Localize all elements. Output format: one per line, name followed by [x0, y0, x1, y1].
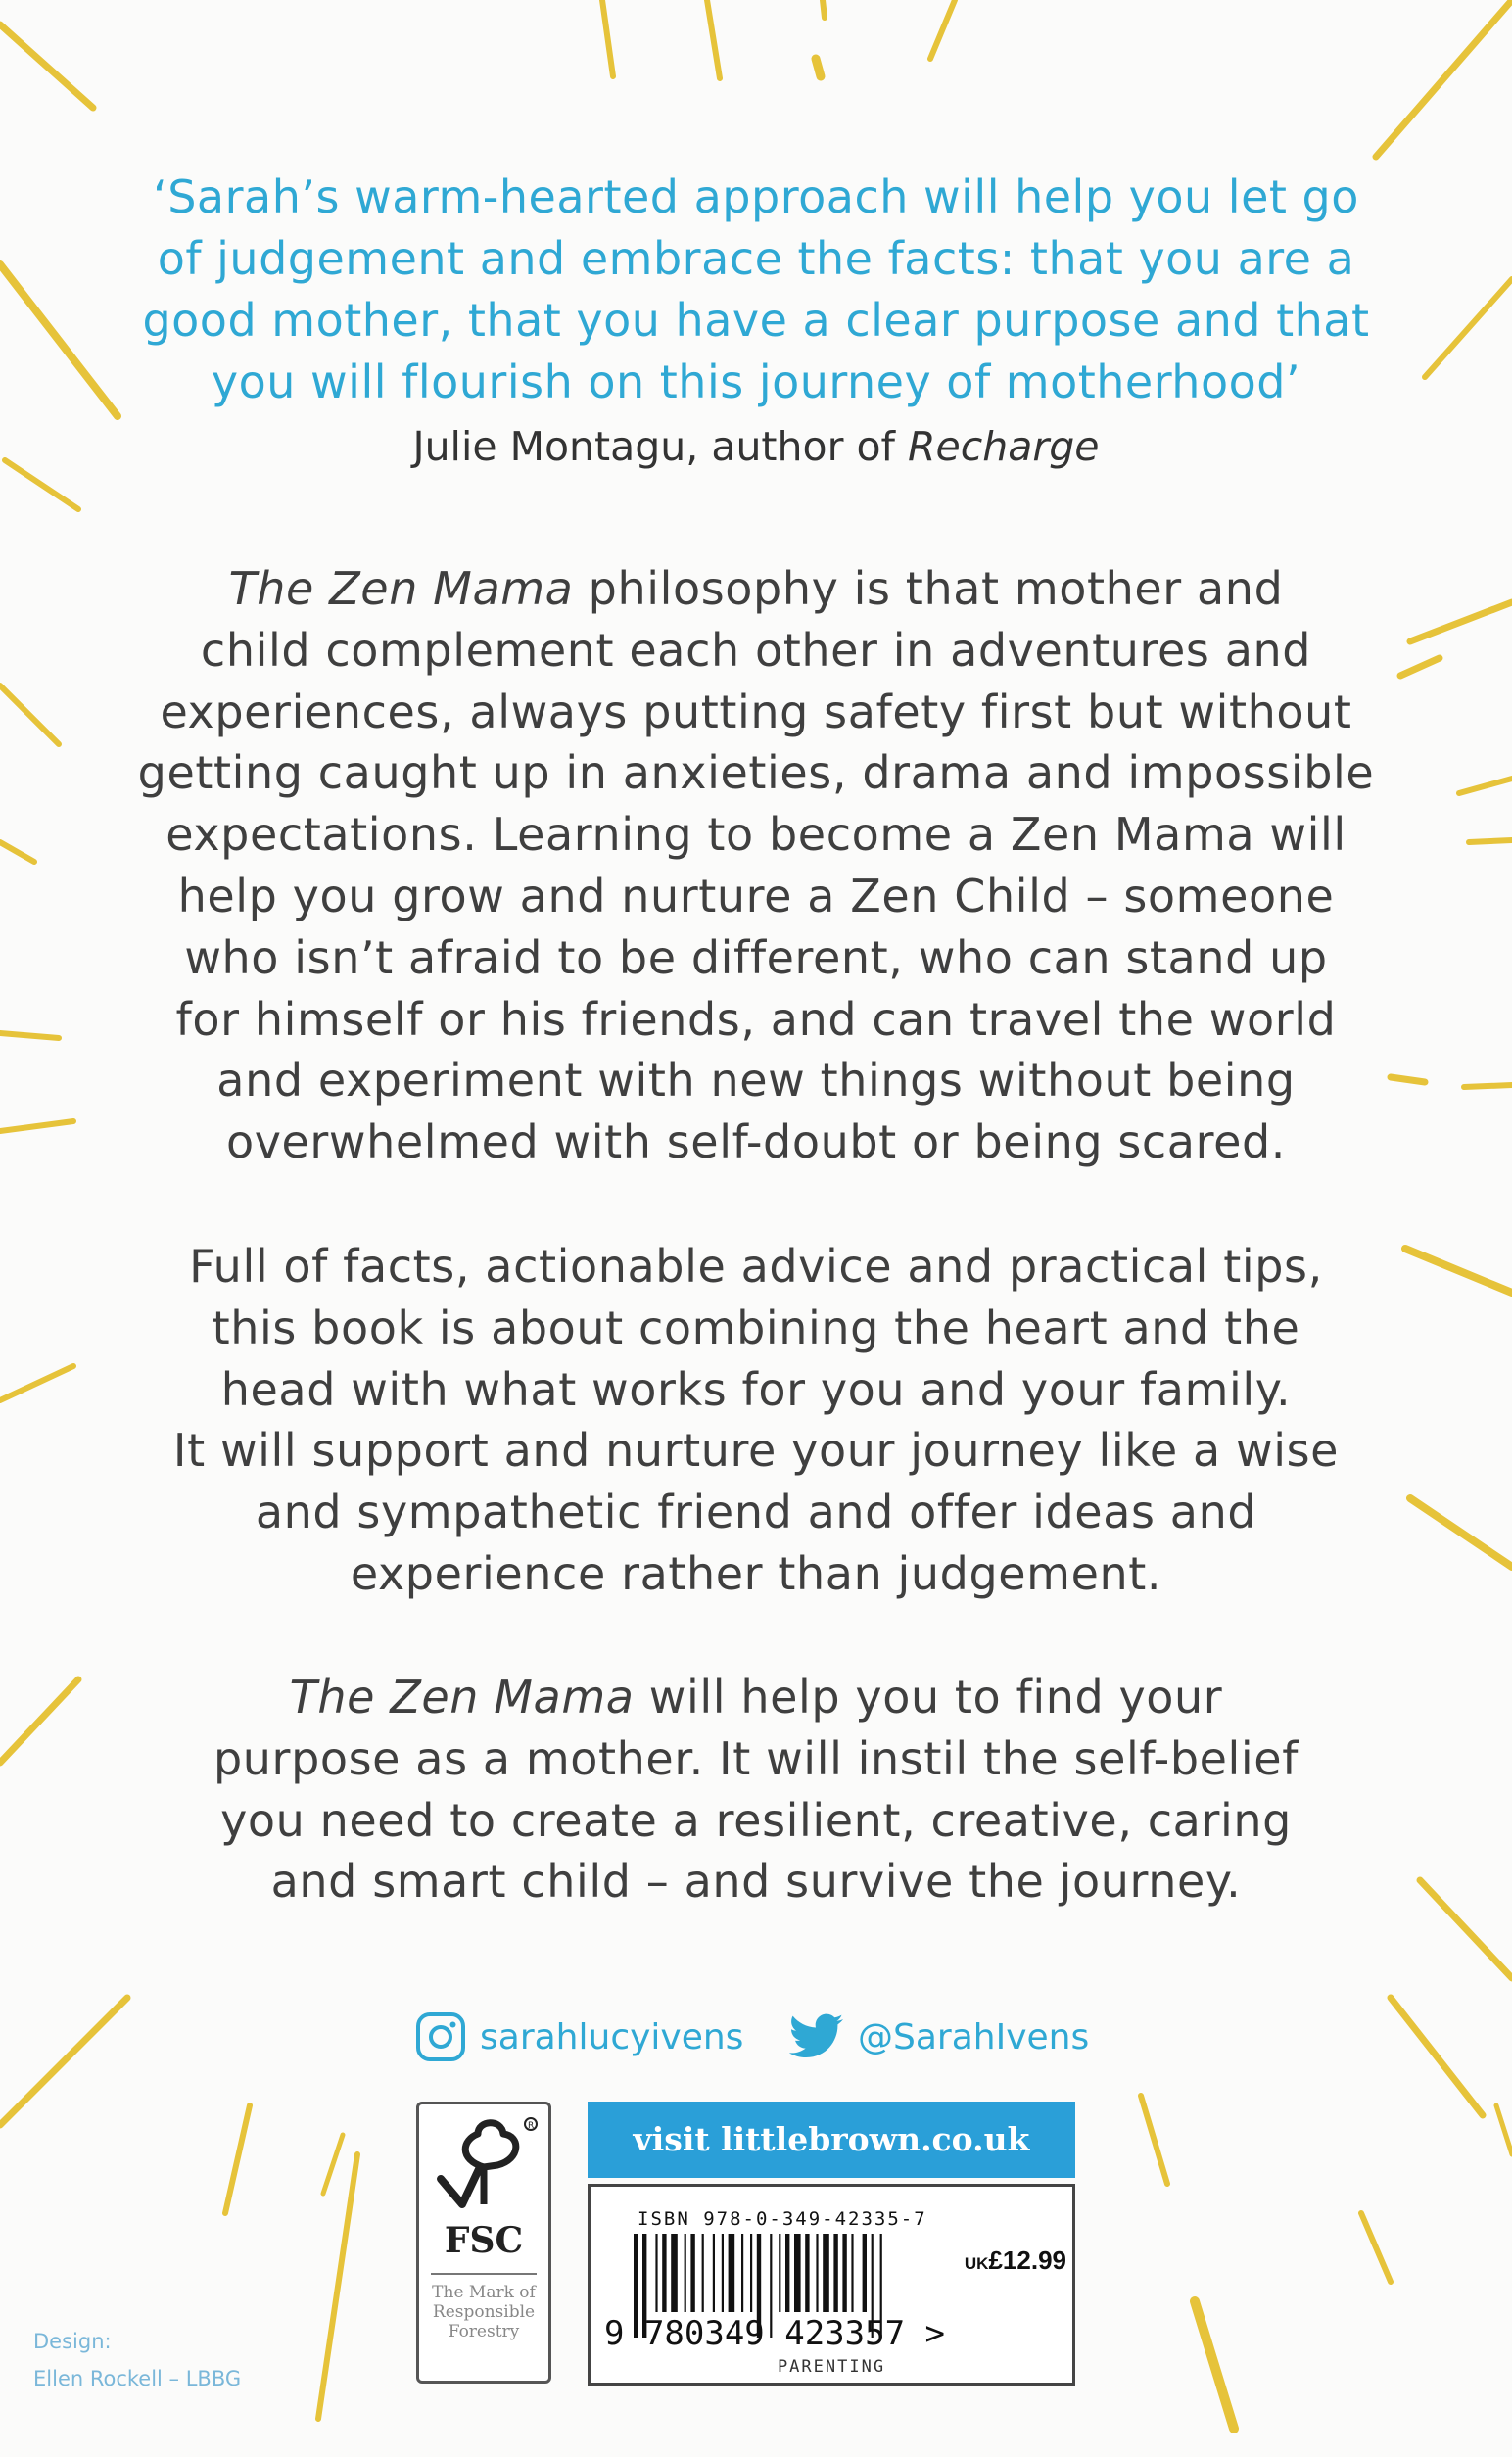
barcode-box — [588, 2184, 1075, 2386]
attribution-book-title: Recharge — [908, 423, 1100, 470]
paragraph-line: child complement each other in adventures and — [200, 623, 1312, 677]
paragraph-line: this book is about combining the heart and the — [212, 1300, 1300, 1354]
barcode-bar — [816, 2234, 818, 2312]
barcode-bar — [863, 2234, 867, 2312]
quote-attribution — [118, 419, 1394, 474]
barcode-bar — [729, 2234, 735, 2312]
sunburst-ray — [0, 1121, 73, 1131]
sunburst-ray — [930, 0, 955, 59]
barcode-bar — [702, 2234, 704, 2312]
isbn-label: ISBN 978-0-349-42335-7 — [638, 2208, 927, 2230]
paragraph-line: It will support and nurture your journey like a wise — [172, 1424, 1340, 1478]
instagram-handle: sarahlucyivens — [480, 2016, 744, 2057]
sunburst-ray — [1376, 0, 1512, 157]
sunburst-ray — [1361, 2213, 1391, 2282]
sunburst-ray — [0, 1366, 73, 1400]
sunburst-ray — [823, 0, 825, 18]
sunburst-ray — [1141, 2096, 1167, 2184]
barcode-bar — [823, 2234, 829, 2312]
twitter-handle: @SarahIvens — [858, 2016, 1090, 2057]
paragraph-line: Full of facts, actionable advice and practical tips, — [189, 1240, 1323, 1293]
paragraph-line: for himself or his friends, and can travel the world — [175, 992, 1337, 1046]
paragraph-line: who isn’t afraid to be different, who can stand up — [184, 930, 1328, 984]
sunburst-ray — [1391, 1077, 1425, 1082]
barcode-bar — [805, 2234, 809, 2312]
quote-line: of judgement and embrace the facts: that you are a — [157, 232, 1355, 285]
sunburst-ray — [1469, 840, 1512, 842]
price-region: UK — [964, 2254, 989, 2273]
paragraph-line: experience rather than judgement. — [350, 1546, 1162, 1600]
barcode-bar — [785, 2234, 789, 2312]
paragraph-line: and sympathetic friend and offer ideas and — [255, 1486, 1257, 1539]
sunburst-ray — [1405, 1249, 1512, 1293]
barcode-bar — [722, 2234, 724, 2312]
paragraph-line: head with what works for you and your family. — [220, 1362, 1292, 1416]
barcode-bar — [794, 2234, 801, 2312]
paragraph-line — [118, 1667, 1394, 1728]
barcode-bar — [671, 2234, 678, 2312]
fsc-logo — [416, 2102, 551, 2384]
fsc-tagline-line: Forestry — [448, 2322, 520, 2341]
sunburst-ray — [0, 264, 118, 416]
paragraph-line: help you grow and nurture a Zen Child – someone — [177, 869, 1335, 922]
fsc-tree-checkmark-icon — [419, 2110, 548, 2224]
sunburst-ray — [0, 685, 59, 744]
instagram-icon — [415, 2011, 466, 2062]
sunburst-ray — [225, 2105, 250, 2213]
svg-text:R: R — [528, 2121, 535, 2131]
quote-line: you will flourish on this journey of motherhood’ — [211, 355, 1301, 408]
sunburst-ray — [323, 2135, 343, 2194]
paragraph-line: and smart child – and survive the journey. — [270, 1855, 1242, 1909]
fsc-tagline-line: Responsible — [432, 2302, 536, 2322]
barcode-bar — [851, 2234, 853, 2312]
barcode-bar — [842, 2234, 846, 2312]
twitter-bird-icon — [789, 2013, 844, 2060]
barcode-bar — [690, 2234, 694, 2312]
paragraph-text: philosophy is that mother and — [573, 562, 1284, 615]
credit-line: Design: — [33, 2330, 112, 2353]
fsc-divider — [431, 2273, 537, 2275]
barcode-bar — [685, 2234, 686, 2312]
sunburst-ray — [1410, 1498, 1512, 1567]
book-title: The Zen Mama — [289, 1671, 635, 1724]
paragraph-line — [118, 558, 1394, 620]
paragraph-line: you need to create a resilient, creative, caring — [220, 1793, 1292, 1847]
genre-category: PARENTING — [777, 2357, 886, 2377]
paragraph-line: expectations. Learning to become a Zen Mama will — [165, 808, 1347, 862]
paragraph-line: getting caught up in anxieties, drama and impossible — [137, 746, 1375, 800]
sunburst-ray — [0, 24, 93, 108]
price-value: £12.99 — [988, 2245, 1066, 2275]
blurb-paragraph-2 — [118, 1236, 1394, 1605]
twitter-link[interactable] — [789, 2009, 1089, 2064]
publisher-website-link[interactable]: visit littlebrown.co.uk — [588, 2102, 1075, 2178]
paragraph-line: and experiment with new things without being — [216, 1054, 1296, 1108]
barcode-bar — [779, 2234, 780, 2312]
credit-line: Ellen Rockell – LBBG — [33, 2367, 242, 2390]
sunburst-ray — [1425, 279, 1512, 377]
sunburst-ray — [0, 1033, 59, 1038]
paragraph-line: purpose as a mother. It will instil the self-belief — [213, 1731, 1299, 1785]
endorsement-quote — [118, 166, 1394, 413]
book-title: The Zen Mama — [228, 562, 574, 615]
sunburst-ray — [602, 0, 613, 76]
sunburst-ray — [0, 1998, 127, 2125]
quote-line: good mother, that you have a clear purpose and that — [142, 294, 1370, 347]
instagram-link[interactable] — [415, 2009, 743, 2064]
sunburst-ray — [1195, 2301, 1234, 2429]
barcode-bar — [713, 2234, 715, 2312]
blurb-paragraph-1 — [118, 558, 1394, 1173]
sunburst-ray — [0, 1679, 78, 1763]
paragraph-line: overwhelmed with self-doubt or being scared. — [225, 1115, 1287, 1169]
quote-line: ‘Sarah’s warm-hearted approach will help you let go — [153, 170, 1359, 223]
barcode-bar — [662, 2234, 666, 2312]
price-label — [965, 2245, 1066, 2276]
paragraph-line: experiences, always putting safety first but without — [160, 685, 1352, 738]
sunburst-ray — [1391, 1998, 1483, 2115]
design-credit — [33, 2323, 241, 2397]
barcode-bar — [833, 2234, 837, 2312]
sunburst-ray — [707, 0, 720, 78]
fsc-tagline — [423, 2283, 544, 2341]
barcode-bar — [655, 2234, 657, 2312]
paragraph-text: will help you to find your — [634, 1671, 1223, 1724]
barcode-bar — [741, 2234, 743, 2312]
fsc-tagline-line: The Mark of — [432, 2283, 536, 2302]
sunburst-ray — [816, 59, 821, 76]
attribution-author: Julie Montagu, author of — [412, 423, 909, 470]
sunburst-ray — [0, 842, 34, 862]
fsc-wordmark: FSC — [444, 2220, 524, 2261]
sunburst-ray — [1464, 1085, 1512, 1087]
sunburst-ray — [1459, 779, 1512, 793]
barcode-digits: 9 780349 423357 > — [604, 2314, 945, 2353]
sunburst-ray — [1410, 602, 1512, 641]
sunburst-ray — [1400, 658, 1440, 676]
barcode-bar — [750, 2234, 752, 2312]
sunburst-ray — [1496, 2105, 1512, 2154]
sunburst-ray — [1420, 1880, 1512, 1978]
sunburst-ray — [5, 460, 78, 509]
blurb-paragraph-3 — [118, 1667, 1394, 1913]
